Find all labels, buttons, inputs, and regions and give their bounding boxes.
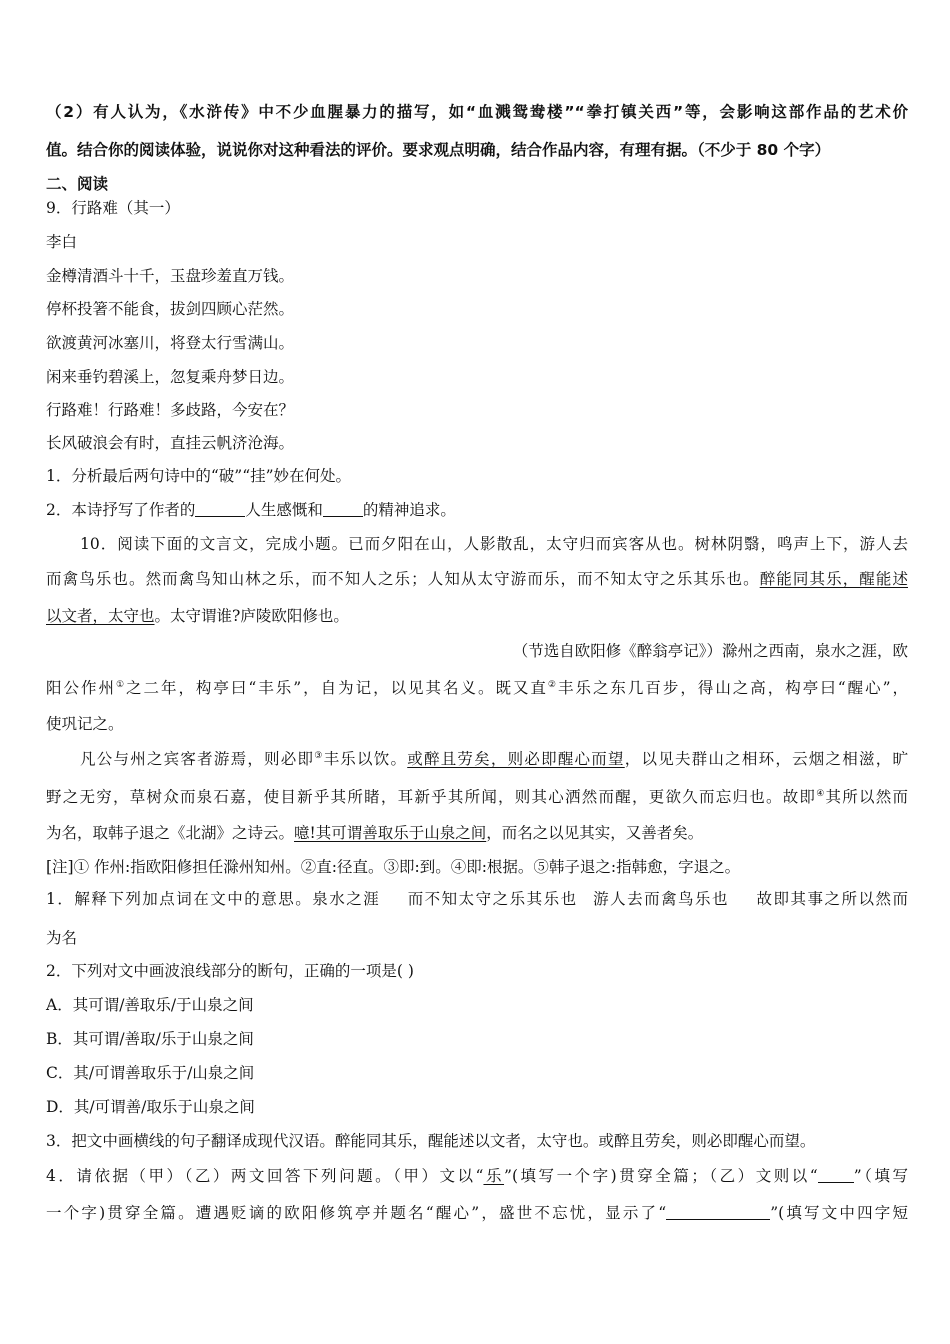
q10-intro-line2: 而禽鸟乐也。然而禽鸟知山林之乐，而不知人之乐；人知从太守游而乐，而不知太守之乐其乐也。醉能同其乐，醒能述 (46, 570, 908, 588)
q10-sub4-line1: 4．请依据（甲）（乙）两文回答下列问题。（甲）文以“乐”(填写一个字)贯穿全篇；（乙）文则以“ ”（填写 (46, 1167, 908, 1185)
poem-line: 闲来垂钓碧溪上，忽复乘舟梦日边。 (46, 368, 295, 386)
answer-blank[interactable] (323, 502, 363, 517)
note-marker: ③ (314, 751, 324, 761)
q10-yi-line2: 使巩记之。 (46, 715, 124, 733)
q10-source-line: （节选自欧阳修《醉翁亭记》）滁州之西南，泉水之涯，欧 (512, 642, 908, 660)
q10-sub3: 3．把文中画横线的句子翻译成现代汉语。醉能同其乐，醒能述以文者，太守也。或醉且劳矣，则必即醒心而望。 (46, 1132, 816, 1150)
q10-yi-para2-line1: 凡公与州之宾客者游焉，则必即③丰乐以饮。或醉且劳矣，则必即醒心而望，以见夫群山之相环，云烟之相滋，旷 (80, 750, 908, 768)
q9-sub1: 1．分析最后两句诗中的“破”“挂”妙在何处。 (46, 467, 352, 485)
q9-author: 李白 (46, 233, 78, 251)
answer-blank[interactable] (818, 1168, 854, 1183)
q10-annotation: [注]① 作州:指欧阳修担任滁州知州。②直:径直。③即:到。④即:根据。⑤韩子退之:指韩愈，字退之。 (46, 858, 741, 876)
poem-line: 长风破浪会有时，直挂云帆济沧海。 (46, 434, 295, 452)
q10-sub1-line2: 为名 (46, 929, 78, 947)
poem-line: 欲渡黄河冰塞川，将登太行雪满山。 (46, 334, 295, 352)
q10-sub4-line2: 一个字)贯穿全篇。遭遇贬谪的欧阳修筑亭并题名“醒心”，盛世不忘忧，显示了“ ”(填写文中四字短 (46, 1204, 908, 1222)
q10-yi-para2-line2: 野之无穷，草树众而泉石嘉，使目新乎其所睹，耳新乎其所闻，则其心洒然而醒，更欲久而忘归也。故即④其所以然而 (46, 788, 908, 806)
q10-sub1: 1．解释下列加点词在文中的意思。泉水之涯 而不知太守之乐其乐也 游人去而禽鸟乐也 故即其事之所以然而 (46, 890, 908, 908)
section-title: 二、阅读 (46, 175, 109, 193)
q10-intro-line3: 以文者，太守也。太守谓谁?庐陵欧阳修也。 (46, 607, 349, 625)
poem-line: 行路难！行路难！多歧路，今安在？ (46, 401, 295, 419)
note-marker: ① (115, 680, 126, 690)
answer-blank[interactable] (195, 502, 245, 517)
option-a[interactable]: A．其可谓/善取乐/于山泉之间 (46, 996, 254, 1014)
q10-intro-line1: 10．阅读下面的文言文，完成小题。已而夕阳在山，人影散乱，太守归而宾客从也。树林阴翳，鸣声上下，游人去 (80, 535, 908, 553)
q10-yi-line1: 阳公作州①之二年，构亭曰“丰乐”，自为记，以见其名义。既又直②丰乐之东几百步，得山之高，构亭曰“醒心”， (46, 679, 908, 697)
poem-line: 停杯投箸不能食，拔剑四顾心茫然。 (46, 300, 295, 318)
option-b[interactable]: B．其可谓/善取/乐于山泉之间 (46, 1030, 254, 1048)
q9-sub2: 2．本诗抒写了作者的 人生感慨和 的精神追求。 (46, 501, 456, 519)
q10-yi-para2-line3: 为名，取韩子退之《北湖》之诗云。噫!其可谓善取乐于山泉之间，而名之以见其实，又善者矣。 (46, 824, 704, 842)
poem-line: 金樽清酒斗十千，玉盘珍羞直万钱。 (46, 267, 295, 285)
option-c[interactable]: C．其/可谓善取乐于/山泉之间 (46, 1064, 255, 1082)
q8-part2-line2: 值。结合你的阅读体验，说说你对这种看法的评价。要求观点明确，结合作品内容，有理有据。（不少于 80 个字） (46, 141, 831, 159)
option-d[interactable]: D．其/可谓善/取乐于山泉之间 (46, 1098, 255, 1116)
q9-title: 9．行路难（其一） (46, 199, 180, 217)
note-marker: ② (547, 680, 558, 690)
q8-part2-line1: （2）有人认为，《水浒传》中不少血腥暴力的描写，如“血溅鸳鸯楼”“拳打镇关西”等，会影响这部作品的艺术价 (46, 103, 908, 121)
answer-blank[interactable] (666, 1205, 770, 1220)
q10-sub2: 2．下列对文中画波浪线部分的断句，正确的一项是( ) (46, 962, 414, 980)
note-marker: ④ (816, 789, 826, 799)
